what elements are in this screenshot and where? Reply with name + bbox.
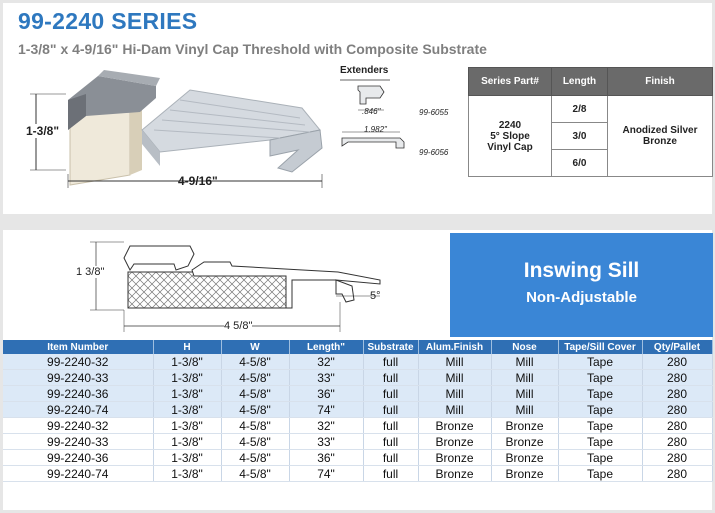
series-header-part: Series Part#	[469, 68, 552, 96]
cell-length: 33"	[289, 370, 363, 386]
cell-h: 1-3/8"	[153, 386, 221, 402]
cell-tape: Tape	[558, 370, 642, 386]
series-header-finish: Finish	[608, 68, 713, 96]
page-subtitle: 1-3/8" x 4-9/16" Hi-Dam Vinyl Cap Threshold with Composite Substrate	[18, 41, 487, 57]
cell-qty: 280	[642, 466, 712, 482]
cell-tape: Tape	[558, 418, 642, 434]
extender-6056-dim: 1.982"	[364, 125, 387, 134]
table-row	[3, 386, 712, 402]
cell-length: 36"	[289, 386, 363, 402]
col-header-length: Length"	[289, 340, 363, 354]
cell-item-number: 99-2240-33	[3, 434, 153, 450]
page-title: 99-2240 SERIES	[18, 8, 198, 34]
cell-tape: Tape	[558, 386, 642, 402]
cell-tape: Tape	[558, 466, 642, 482]
col-header-qty: Qty/Pallet	[642, 340, 712, 354]
col-header-w: W	[221, 340, 289, 354]
cell-item-number: 99-2240-36	[3, 386, 153, 402]
cell-item-number: 99-2240-36	[3, 450, 153, 466]
col-header-item-number: Item Number	[3, 340, 153, 354]
cell-w: 4-5/8"	[221, 434, 289, 450]
cell-item-number: 99-2240-74	[3, 402, 153, 418]
extender-6055-part: 99-6055	[419, 108, 449, 117]
cell-substrate: full	[363, 434, 418, 450]
extender-6056-part: 99-6056	[419, 148, 449, 157]
cell-length: 32"	[289, 354, 363, 370]
table-row	[3, 370, 712, 386]
cell-substrate: full	[363, 418, 418, 434]
sill-banner	[450, 233, 713, 337]
cell-qty: 280	[642, 450, 712, 466]
col-header-alum-finish: Alum.Finish	[418, 340, 491, 354]
series-part-line: Vinyl Cap	[487, 141, 533, 153]
cell-length: 74"	[289, 402, 363, 418]
drawing-width-label: 4 5/8"	[224, 320, 253, 332]
series-length-cell: 2/8	[552, 96, 608, 123]
cell-substrate: full	[363, 402, 418, 418]
cell-w: 4-5/8"	[221, 450, 289, 466]
cell-substrate: full	[363, 450, 418, 466]
series-table	[468, 67, 713, 177]
cell-h: 1-3/8"	[153, 402, 221, 418]
cell-h: 1-3/8"	[153, 450, 221, 466]
table-row	[3, 402, 712, 418]
series-part-line: 5° Slope	[490, 130, 530, 142]
table-row	[3, 434, 712, 450]
col-header-tape: Tape/Sill Cover	[558, 340, 642, 354]
col-header-substrate: Substrate	[363, 340, 418, 354]
table-row	[3, 466, 712, 482]
series-finish-cell	[608, 96, 713, 177]
cell-nose: Mill	[491, 354, 558, 370]
cell-w: 4-5/8"	[221, 418, 289, 434]
cell-tape: Tape	[558, 434, 642, 450]
cell-qty: 280	[642, 386, 712, 402]
cell-qty: 280	[642, 402, 712, 418]
cell-item-number: 99-2240-32	[3, 418, 153, 434]
cell-item-number: 99-2240-33	[3, 370, 153, 386]
cell-substrate: full	[363, 386, 418, 402]
extenders-label: Extenders	[340, 65, 389, 76]
cell-alum-finish: Bronze	[418, 450, 491, 466]
cell-nose: Mill	[491, 402, 558, 418]
cell-tape: Tape	[558, 450, 642, 466]
cell-qty: 280	[642, 354, 712, 370]
cell-nose: Bronze	[491, 418, 558, 434]
series-part-cell	[469, 96, 552, 177]
product-height-label: 1-3/8"	[26, 124, 60, 138]
col-header-h: H	[153, 340, 221, 354]
series-length-cell: 3/0	[552, 123, 608, 150]
cell-nose: Mill	[491, 386, 558, 402]
cell-item-number: 99-2240-74	[3, 466, 153, 482]
cell-w: 4-5/8"	[221, 354, 289, 370]
cell-length: 36"	[289, 450, 363, 466]
series-finish-line: Bronze	[643, 136, 677, 147]
cell-w: 4-5/8"	[221, 386, 289, 402]
cell-alum-finish: Bronze	[418, 434, 491, 450]
series-finish-line: Anodized Silver	[622, 125, 698, 136]
cell-h: 1-3/8"	[153, 354, 221, 370]
cell-h: 1-3/8"	[153, 418, 221, 434]
cell-alum-finish: Mill	[418, 354, 491, 370]
cell-qty: 280	[642, 418, 712, 434]
cell-length: 33"	[289, 434, 363, 450]
drawing-slope-label: 5°	[370, 290, 381, 302]
cell-alum-finish: Mill	[418, 402, 491, 418]
cell-substrate: full	[363, 370, 418, 386]
cell-alum-finish: Bronze	[418, 418, 491, 434]
cell-w: 4-5/8"	[221, 402, 289, 418]
cell-w: 4-5/8"	[221, 466, 289, 482]
cell-h: 1-3/8"	[153, 434, 221, 450]
cell-qty: 280	[642, 434, 712, 450]
cell-alum-finish: Mill	[418, 386, 491, 402]
table-row	[3, 418, 712, 434]
spec-table	[3, 340, 713, 482]
series-part-line: 2240	[498, 119, 522, 131]
cell-nose: Bronze	[491, 466, 558, 482]
table-row	[3, 354, 712, 370]
cell-h: 1-3/8"	[153, 370, 221, 386]
cell-alum-finish: Mill	[418, 370, 491, 386]
cell-tape: Tape	[558, 402, 642, 418]
series-header-length: Length	[552, 68, 608, 96]
cell-nose: Bronze	[491, 450, 558, 466]
cell-substrate: full	[363, 466, 418, 482]
cell-qty: 280	[642, 370, 712, 386]
cell-substrate: full	[363, 354, 418, 370]
cell-tape: Tape	[558, 354, 642, 370]
cell-item-number: 99-2240-32	[3, 354, 153, 370]
cell-w: 4-5/8"	[221, 370, 289, 386]
col-header-nose: Nose	[491, 340, 558, 354]
table-row	[3, 450, 712, 466]
cell-alum-finish: Bronze	[418, 466, 491, 482]
product-width-label: 4-9/16"	[178, 174, 218, 188]
banner-title: Inswing Sill	[523, 259, 640, 282]
cell-h: 1-3/8"	[153, 466, 221, 482]
spec-header-row	[3, 340, 712, 354]
drawing-height-label: 1 3/8"	[76, 266, 105, 278]
cell-nose: Mill	[491, 370, 558, 386]
banner-subtitle: Non-Adjustable	[526, 289, 637, 306]
cell-length: 74"	[289, 466, 363, 482]
series-length-cell: 6/0	[552, 150, 608, 177]
cell-length: 32"	[289, 418, 363, 434]
cell-nose: Bronze	[491, 434, 558, 450]
extender-6055-dim: .846"	[362, 107, 381, 116]
